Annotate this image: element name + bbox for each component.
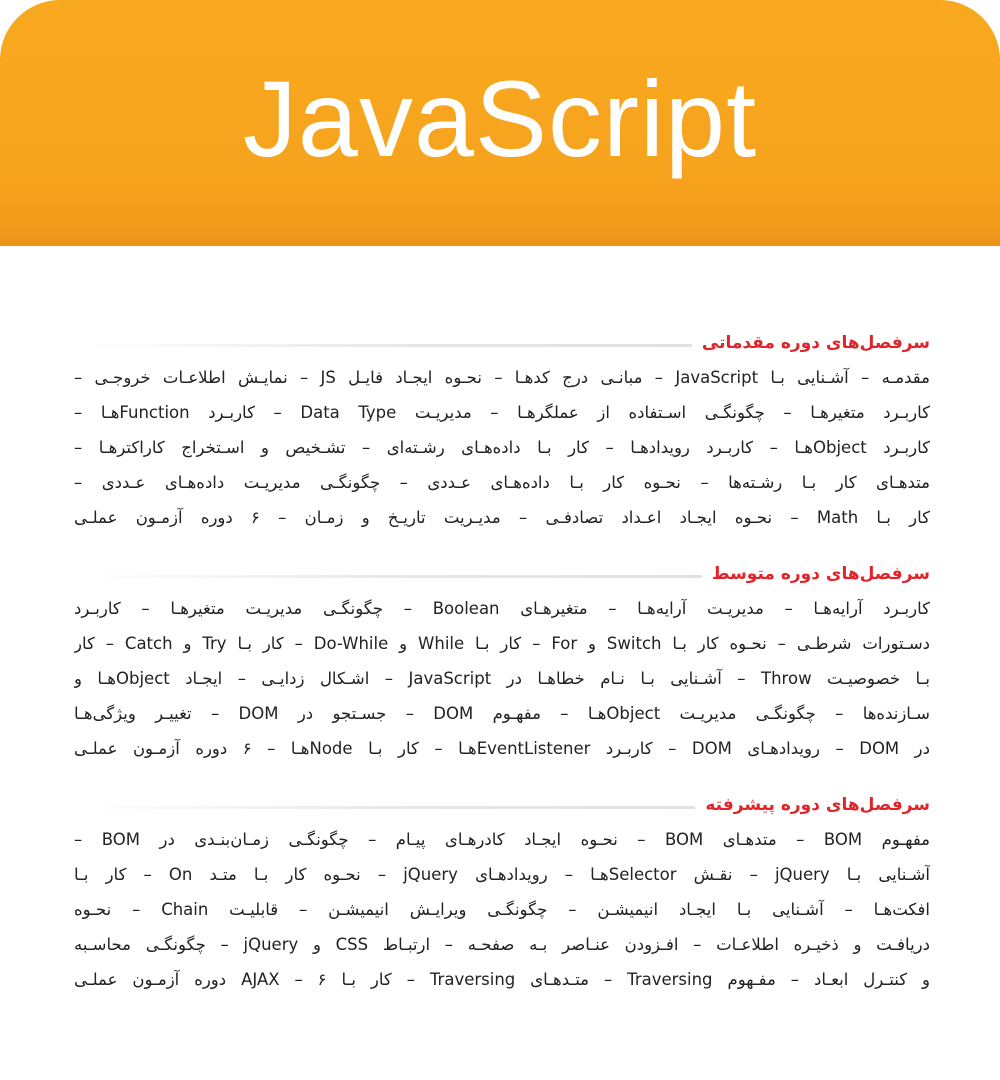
text-line: کار بـا Math – نحـوه ایجـاد اعـداد تصادفـی – مدیـریت تاریـخ و زمـان – ۶ دوره آزمـون عملـی bbox=[74, 508, 930, 527]
section-header bbox=[74, 328, 930, 358]
section-advanced bbox=[74, 790, 930, 997]
section-title: سرفصل‌های دوره متوسط bbox=[702, 559, 930, 589]
text-line: کاربـرد آرایه‌هـا – مدیریـت آرایه‌هـا – متغیرهـای Boolean – چگونگـی مدیریـت متغیرهـا – کاربـرد bbox=[74, 599, 930, 618]
section-beginner bbox=[74, 328, 930, 535]
section-header bbox=[74, 790, 930, 820]
page-title: JavaScript bbox=[242, 57, 758, 179]
text-line: سـازنده‌ها – چگونگـی مدیریـت Objectهـا – مفهـوم DOM – جسـتجو در DOM – تغییـر ویژگی‌هـا bbox=[74, 704, 930, 723]
section-title: سرفصل‌های دوره مقدماتی bbox=[692, 328, 930, 358]
text-line: و کنتـرل ابعـاد – مفـهوم Traversing – متـدهـای Traversing – کار بـا AJAX – ۶ دوره آزمـون عملـی bbox=[74, 970, 930, 989]
text-line: دریافـت و ذخیـره اطلاعـات – افـزودن عنـاصر بـه صفحـه – ارتبـاط CSS و jQuery – چگونگـی محاسـبه bbox=[74, 935, 930, 954]
section-title: سرفصل‌های دوره پیشرفته bbox=[695, 790, 930, 820]
section-header bbox=[74, 559, 930, 589]
text-line: آشـنایی بـا jQuery – نقـش Selectorهـا – رویدادهـای jQuery – نحـوه کار بـا متـد On – کار بـا bbox=[74, 865, 930, 884]
text-line: مفهـوم BOM – متدهـای BOM – نحـوه ایجـاد کادرهـای پیـام – چگونگـی زمـان‌بنـدی در BOM – bbox=[74, 830, 930, 849]
text-line: متدهـای کار بـا رشـته‌ها – نحـوه کار بـا داده‌هـای عـددی – چگونگـی مدیریـت داده‌هـای عـددی – bbox=[74, 473, 930, 492]
text-line: کاربـرد Objectهـا – کاربـرد رویدادهـا – کار بـا داده‌هـای رشـته‌ای – تشـخیص و اسـتخراج کاراکترهـا – bbox=[74, 438, 930, 457]
text-line: مقدمـه – آشـنایی بـا JavaScript – مبانـی درج کدهـا – نحـوه ایجـاد فایـل JS – نمایـش اطلاعـات خروجـی – bbox=[74, 368, 930, 387]
text-line: کاربـرد متغیرهـا – چگونگـی اسـتفاده از عملگرهـا – مدیریـت Data Type – کاربـرد Functionهـا – bbox=[74, 403, 930, 422]
text-line: افکت‌هـا – آشـنایی بـا ایجـاد انیمیشـن – چگونگـی ویرایـش انیمیشـن – قابلیـت Chain – نحـوه bbox=[74, 900, 930, 919]
text-line: در DOM – رویدادهـای DOM – کاربـرد EventListenerهـا – کار بـا Nodeهـا – ۶ دوره آزمـون عملـی bbox=[74, 739, 930, 758]
text-line: دسـتورات شرطـی – نحـوه کار بـا Switch و For – کار بـا While و Do-While – کار بـا Try و Catch – کار bbox=[74, 634, 930, 653]
text-line: بـا خصوصیـت Throw – آشـنایی بـا نـام خطاهـا در JavaScript – اشـکال زدایـی – ایجـاد Objectهـا و bbox=[74, 669, 930, 688]
section-intermediate bbox=[74, 559, 930, 766]
syllabus-content bbox=[74, 328, 930, 1021]
header-banner bbox=[0, 0, 1000, 246]
